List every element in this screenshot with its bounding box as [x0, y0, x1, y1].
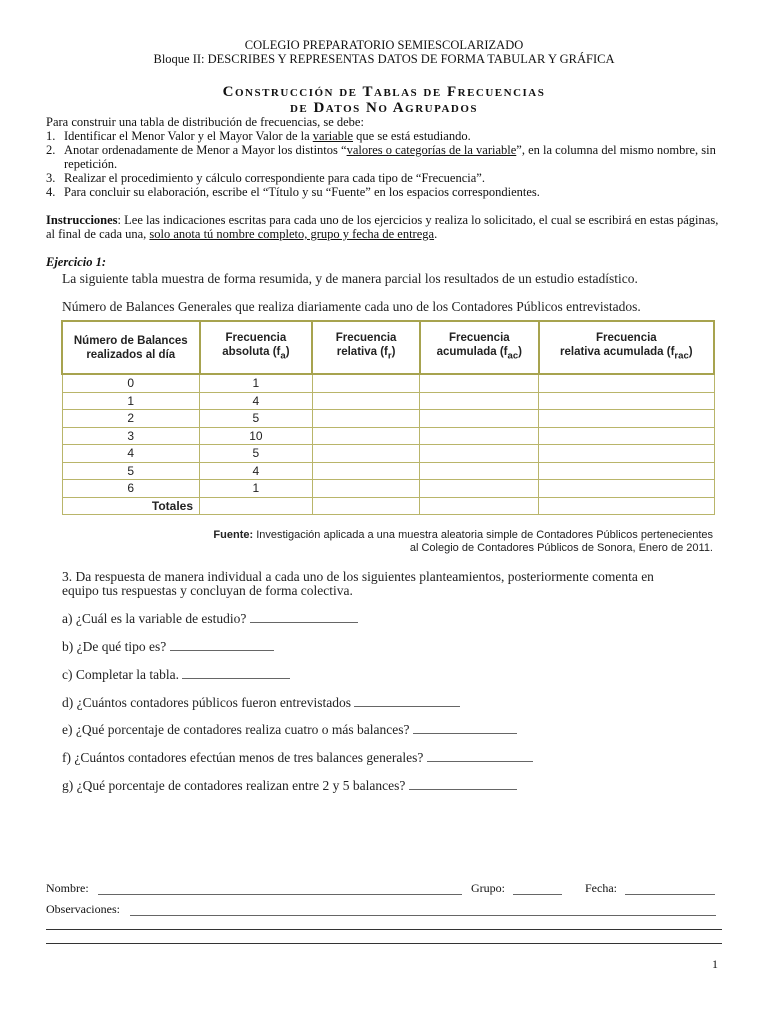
fr-cell[interactable] [312, 392, 420, 410]
observations-line[interactable] [46, 943, 722, 944]
header-sub: ac [507, 350, 519, 362]
answer-blank[interactable] [427, 749, 533, 762]
intro-text: Para construir una tabla de distribución de frecuencias, se debe: [46, 115, 364, 129]
question-text: c) Completar la tabla. [62, 667, 179, 682]
step-text: Anotar ordenadamente de Menor a Mayor los distintos “ [64, 143, 347, 157]
fa-total-cell[interactable] [200, 497, 313, 515]
source-line1: Investigación aplicada a una muestra aleatoria simple de Contadores Públicos pertenecientes [253, 529, 713, 541]
question-d [62, 694, 460, 711]
step-text-end: ”, en la columna del mismo nombre, sin repetición. [64, 143, 716, 171]
header-line2: absoluta (f [222, 346, 281, 359]
value-cell: 5 [62, 462, 200, 480]
question-text: d) ¿Cuántos contadores públicos fueron entrevistados [62, 695, 352, 710]
fa-cell: 1 [200, 374, 313, 392]
step-text: Para concluir su elaboración, escribe el “Título y su “Fuente” en los espacios correspondientes. [64, 185, 540, 199]
fac-cell[interactable] [420, 410, 539, 428]
value-cell: 1 [62, 392, 200, 410]
header-sub: a [280, 350, 286, 362]
question-c [62, 666, 290, 683]
step-text-end: que se está estudiando. [353, 129, 471, 143]
page-number: 1 [712, 957, 718, 971]
value-cell: 2 [62, 410, 200, 428]
value-cell: 3 [62, 427, 200, 445]
header-sub: rac [674, 350, 689, 362]
frequency-table [61, 320, 715, 515]
frac-cell[interactable] [539, 392, 714, 410]
table-row [62, 427, 714, 445]
header-cumulative [420, 321, 539, 374]
frac-total-cell[interactable] [539, 497, 714, 515]
instructions-text: : Lee las indicaciones escritas para cada uno de los ejercicios y realiza lo solicitado, el cual se escribirá en estas páginas, al final de cada una, [46, 213, 719, 241]
step-number: 4. [46, 185, 56, 199]
step-number: 3. [46, 171, 56, 185]
name-label: Nombre: [46, 881, 89, 895]
header-main: Frecuencia [595, 332, 657, 345]
table-row [62, 462, 714, 480]
fa-cell: 5 [200, 445, 313, 463]
header-absolute [200, 321, 313, 374]
group-field[interactable] [513, 882, 562, 895]
frac-cell[interactable] [539, 480, 714, 498]
fa-cell: 1 [200, 480, 313, 498]
header-line2: acumulada (f [436, 346, 508, 359]
totals-row [62, 497, 714, 515]
step-text: Realizar el procedimiento y cálculo correspondiente para cada tipo de “Frecuencia”. [64, 171, 485, 185]
frac-cell[interactable] [539, 374, 714, 392]
value-cell: 4 [62, 445, 200, 463]
source-note [150, 529, 713, 543]
step-number: 1. [46, 129, 56, 143]
header-relative-cumulative [539, 321, 714, 374]
header-close: ) [688, 346, 693, 359]
answer-blank[interactable] [409, 777, 517, 790]
table-row [62, 480, 714, 498]
fa-cell: 10 [200, 427, 313, 445]
header-main: Frecuencia [448, 332, 510, 345]
document-title-line2: de Datos No Agrupados [289, 100, 479, 116]
header-main: Frecuencia [225, 332, 287, 345]
date-field[interactable] [625, 882, 715, 895]
instructions-label: Instrucciones [46, 213, 118, 227]
question-text: g) ¿Qué porcentaje de contadores realizan entre 2 y 5 balances? [62, 778, 406, 793]
fac-total-cell[interactable] [420, 497, 539, 515]
block-title: Bloque II: DESCRIBES Y REPRESENTAS DATOS DE FORMA TABULAR Y GRÁFICA [153, 52, 615, 66]
fa-cell: 5 [200, 410, 313, 428]
table-title: Número de Balances Generales que realiza diariamente cada uno de los Contadores Públicos entrevistados. [62, 299, 641, 314]
question-3-line2: equipo tus respuestas y concluyan de forma colectiva. [62, 583, 353, 598]
table-header-row [62, 321, 714, 374]
table-row [62, 410, 714, 428]
value-cell: 0 [62, 374, 200, 392]
observations-field[interactable] [130, 903, 716, 916]
question-g [62, 777, 517, 794]
header-line2: realizados al día [86, 348, 176, 361]
fr-cell[interactable] [312, 462, 420, 480]
observations-line[interactable] [46, 929, 722, 930]
question-text: e) ¿Qué porcentaje de contadores realiza cuatro o más balances? [62, 722, 410, 737]
instructions-underlined: solo anota tú nombre completo, grupo y fecha de entrega [149, 227, 435, 241]
fr-cell[interactable] [312, 480, 420, 498]
step-underlined: variable [312, 129, 354, 143]
instructions [46, 213, 722, 241]
school-name: COLEGIO PREPARATORIO SEMIESCOLARIZADO [244, 38, 524, 52]
answer-blank[interactable] [354, 694, 460, 707]
fac-cell[interactable] [420, 427, 539, 445]
answer-blank[interactable] [182, 666, 290, 679]
answer-blank[interactable] [413, 721, 517, 734]
header-main: Número de Balances [73, 334, 188, 347]
fr-cell[interactable] [312, 427, 420, 445]
header-line2: relativa (f [336, 346, 388, 359]
header-line2: relativa acumulada (f [560, 346, 675, 359]
question-f [62, 749, 533, 766]
value-cell: 6 [62, 480, 200, 498]
table-row [62, 374, 714, 392]
fac-cell[interactable] [420, 392, 539, 410]
step-underlined: valores o categorías de la variable [346, 143, 517, 157]
header-close: ) [518, 346, 523, 359]
frac-cell[interactable] [539, 462, 714, 480]
fac-cell[interactable] [420, 480, 539, 498]
totals-label: Totales [62, 497, 200, 515]
fa-cell: 4 [200, 392, 313, 410]
question-text: a) ¿Cuál es la variable de estudio? [62, 611, 247, 626]
observations-label: Observaciones: [46, 902, 120, 916]
source-note-line2: al Colegio de Contadores Públicos de Sonora, Enero de 2011. [409, 542, 713, 554]
fac-cell[interactable] [420, 462, 539, 480]
answer-blank[interactable] [170, 638, 274, 651]
question-3-line1: 3. Da respuesta de manera individual a cada uno de los siguientes planteamientos, posteriormente comenta en [62, 569, 654, 584]
fr-total-cell[interactable] [312, 497, 420, 515]
header-close: ) [391, 346, 396, 359]
frac-cell[interactable] [539, 445, 714, 463]
fac-cell[interactable] [420, 374, 539, 392]
fr-cell[interactable] [312, 410, 420, 428]
exercise-intro: La siguiente tabla muestra de forma resumida, y de manera parcial los resultados de un estudio estadístico. [62, 271, 638, 286]
question-e [62, 721, 517, 738]
group-label: Grupo: [471, 881, 505, 895]
fr-cell[interactable] [312, 374, 420, 392]
fac-cell[interactable] [420, 445, 539, 463]
fr-cell[interactable] [312, 445, 420, 463]
document-title-line1: Construcción de Tablas de Frecuencias [222, 84, 546, 100]
header-close: ) [285, 346, 290, 359]
fa-cell: 4 [200, 462, 313, 480]
table-row [62, 445, 714, 463]
step-text: Identificar el Menor Valor y el Mayor Valor de la [64, 129, 313, 143]
question-a [62, 610, 358, 627]
header-relative [312, 321, 420, 374]
question-text: f) ¿Cuántos contadores efectúan menos de tres balances generales? [62, 750, 424, 765]
frac-cell[interactable] [539, 427, 714, 445]
date-label: Fecha: [585, 881, 617, 895]
answer-blank[interactable] [250, 610, 358, 623]
step-number: 2. [46, 143, 56, 157]
question-text: b) ¿De qué tipo es? [62, 639, 167, 654]
exercise-label: Ejercicio 1: [46, 255, 107, 269]
table-row [62, 392, 714, 410]
header-balances [62, 321, 200, 374]
header-main: Frecuencia [335, 332, 397, 345]
header-sub: r [387, 350, 392, 362]
question-b [62, 638, 274, 655]
name-field[interactable] [98, 882, 462, 895]
source-label: Fuente: [213, 529, 254, 541]
instructions-end: . [434, 227, 438, 241]
frac-cell[interactable] [539, 410, 714, 428]
